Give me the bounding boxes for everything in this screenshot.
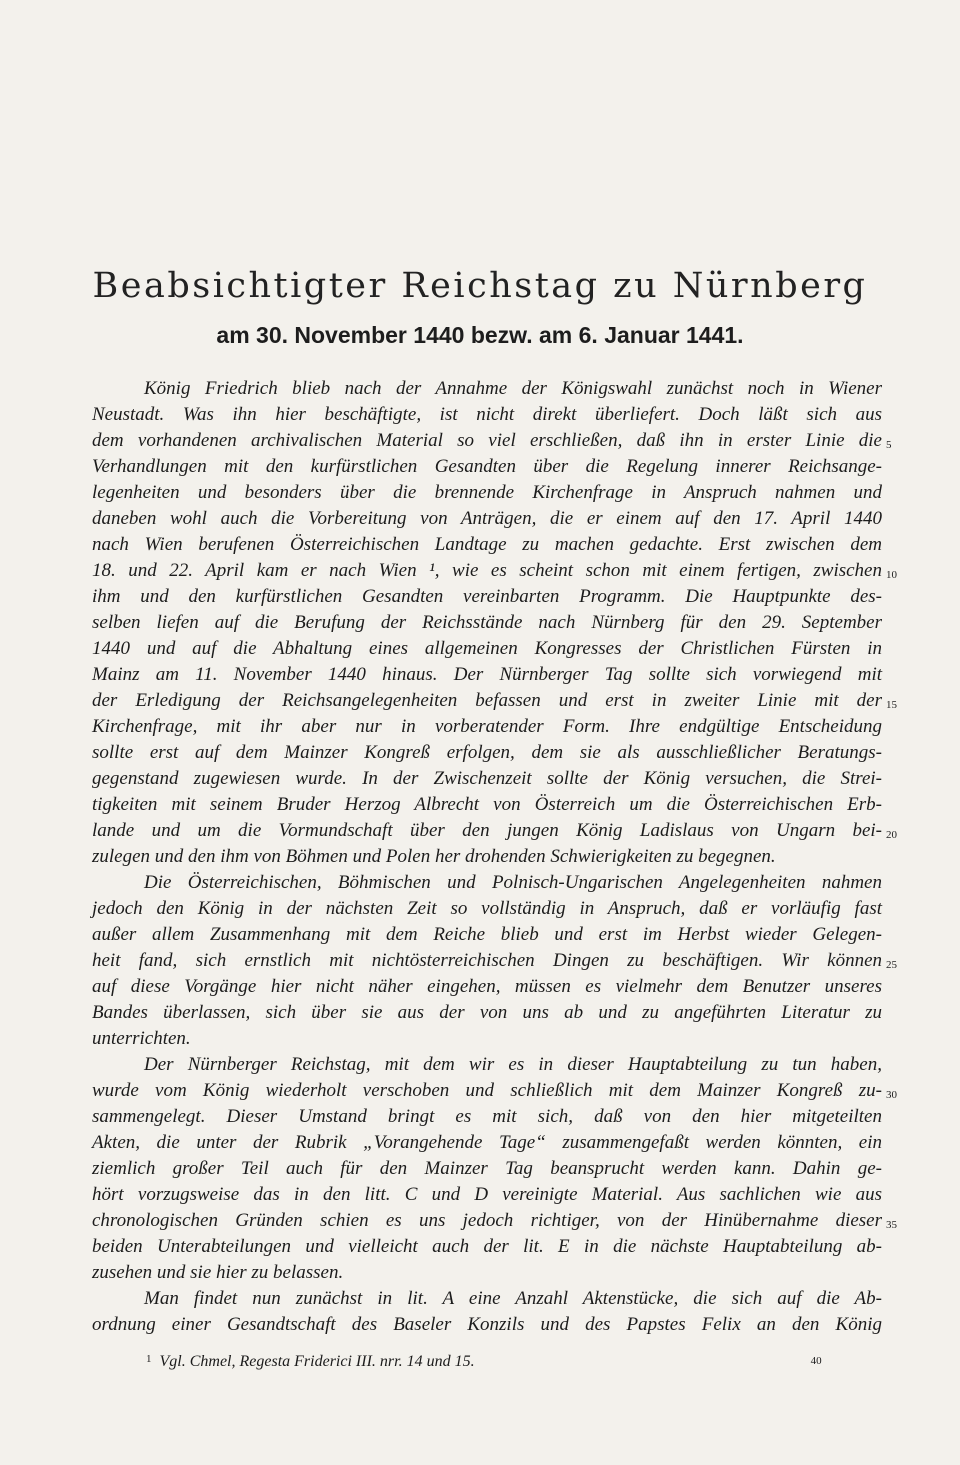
text-line: heit fand, sich ernstlich mit nichtösterreichischen Dingen zu beschäftigen. Wir können <box>92 950 882 971</box>
line-number: 20 <box>886 829 897 841</box>
text-line: Akten, die unter der Rubrik „Vorangehende Tage“ zusammengefaßt werden könnten, ein <box>92 1132 882 1153</box>
footnote-mark: 1 <box>146 1353 152 1365</box>
text-line: jedoch den König in der nächsten Zeit so vollständig in Anspruch, daß er vorläufig fast <box>92 898 882 919</box>
line-number: 10 <box>886 569 897 581</box>
page-subtitle: am 30. November 1440 bezw. am 6. Januar 1441. <box>216 322 744 348</box>
text-line: nach Wien berufenen Österreichischen Landtage zu machen gedachte. Erst zwischen dem <box>92 534 882 555</box>
text-line: zusehen und sie hier zu belassen. <box>92 1262 344 1283</box>
text-line: beiden Unterabteilungen und vielleicht auch der lit. E in die nächste Hauptabteilung ab- <box>92 1236 882 1257</box>
text-line: der Erledigung der Reichsangelegenheiten befassen und erst in zweiter Linie mit der <box>92 690 882 711</box>
text-line: gegenstand zugewiesen wurde. In der Zwischenzeit sollte der König versuchen, die Strei- <box>92 768 882 789</box>
text-line: daneben wohl auch die Vorbereitung von Anträgen, die er einem auf den 17. April 1440 <box>92 508 882 529</box>
text-line: Die Österreichischen, Böhmischen und Polnisch-Ungarischen Angelegenheiten nahmen <box>144 872 882 893</box>
text-line: ziemlich großer Teil auch für den Mainzer Tag beansprucht werden kann. Dahin ge- <box>92 1158 882 1179</box>
text-line: ordnung einer Gesandtschaft des Baseler Konzils und des Papstes Felix an den König <box>92 1314 882 1335</box>
text-line: Verhandlungen mit den kurfürstlichen Gesandten über die Regelung innerer Reichsange- <box>92 456 882 477</box>
text-line: sollte erst auf dem Mainzer Kongreß erfolgen, dem sie als ausschließlicher Beratungs- <box>92 742 882 763</box>
page-title: Beabsichtigter Reichstag zu Nürnberg <box>92 266 868 306</box>
line-number: 5 <box>886 439 892 451</box>
text-line: unterrichten. <box>92 1028 191 1049</box>
text-line: selben liefen auf die Berufung der Reichsstände nach Nürnberg für den 29. September <box>92 612 882 633</box>
text-line: sammengelegt. Dieser Umstand bringt es mit sich, daß von den hier mitgeteilten <box>92 1106 882 1127</box>
text-line: Der Nürnberger Reichstag, mit dem wir es in dieser Hauptabteilung zu tun haben, <box>144 1054 882 1075</box>
line-number: 15 <box>886 699 897 711</box>
text-line: wurde vom König wiederholt verschoben und schließlich mit dem Mainzer Kongreß zu- <box>92 1080 882 1101</box>
text-line: dem vorhandenen archivalischen Material so viel erschließen, daß ihn in erster Linie die <box>92 430 882 451</box>
text-line: 18. und 22. April kam er nach Wien ¹, wie es scheint schon mit einem fertigen, zwischen <box>92 560 882 581</box>
text-line: ihm und den kurfürstlichen Gesandten vereinbarten Programm. Die Hauptpunkte des- <box>92 586 882 607</box>
text-line: lande und um die Vormundschaft über den jungen König Ladislaus von Ungarn bei- <box>92 820 882 841</box>
line-number: 25 <box>886 959 897 971</box>
text-line: tigkeiten mit seinem Bruder Herzog Albrecht von Österreich um die Österreichischen Erb- <box>92 794 882 815</box>
text-line: zulegen und den ihm von Böhmen und Polen her drohenden Schwierigkeiten zu begegnen. <box>92 846 776 867</box>
footnote-line-number: 40 <box>810 1355 822 1367</box>
body-text <box>92 376 882 1338</box>
text-line: Neustadt. Was ihn hier beschäftigte, ist nicht direkt überliefert. Doch läßt sich aus <box>92 404 882 425</box>
text-line: legenheiten und besonders über die brennende Kirchenfrage in Anspruch nahmen und <box>92 482 882 503</box>
text-line: 1440 und auf die Abhaltung eines allgemeinen Kongresses der Christlichen Fürsten in <box>92 638 882 659</box>
line-number: 30 <box>886 1089 897 1101</box>
text-line: König Friedrich blieb nach der Annahme der Königswahl zunächst noch in Wiener <box>144 378 882 399</box>
text-line: hört vorzugsweise das in den litt. C und D vereinigte Material. Aus sachlichen wie aus <box>92 1184 882 1205</box>
footnote <box>146 1353 822 1371</box>
text-line: außer allem Zusammenhang mit dem Reiche blieb und erst im Herbst wieder Gelegen- <box>92 924 882 945</box>
text-line: Bandes überlassen, sich über sie aus der von uns ab und zu angeführten Literatur zu <box>92 1002 882 1023</box>
text-line: Mainz am 11. November 1440 hinaus. Der Nürnberger Tag sollte sich vorwiegend mit <box>92 664 882 685</box>
text-line: Kirchenfrage, mit ihr aber nur in vorberatender Form. Ihre endgültige Entscheidung <box>92 716 882 737</box>
text-line: auf diese Vorgänge hier nicht näher eingehen, müssen es vielmehr dem Benutzer unseres <box>92 976 882 997</box>
text-line: chronologischen Gründen schien es uns jedoch richtiger, von der Hinübernahme dieser <box>92 1210 882 1231</box>
footnote-text: Vgl. Chmel, Regesta Friderici III. nrr. 14 und 15. <box>159 1353 475 1370</box>
text-line: Man findet nun zunächst in lit. A eine Anzahl Aktenstücke, die sich auf die Ab- <box>144 1288 882 1309</box>
line-number: 35 <box>886 1219 897 1231</box>
